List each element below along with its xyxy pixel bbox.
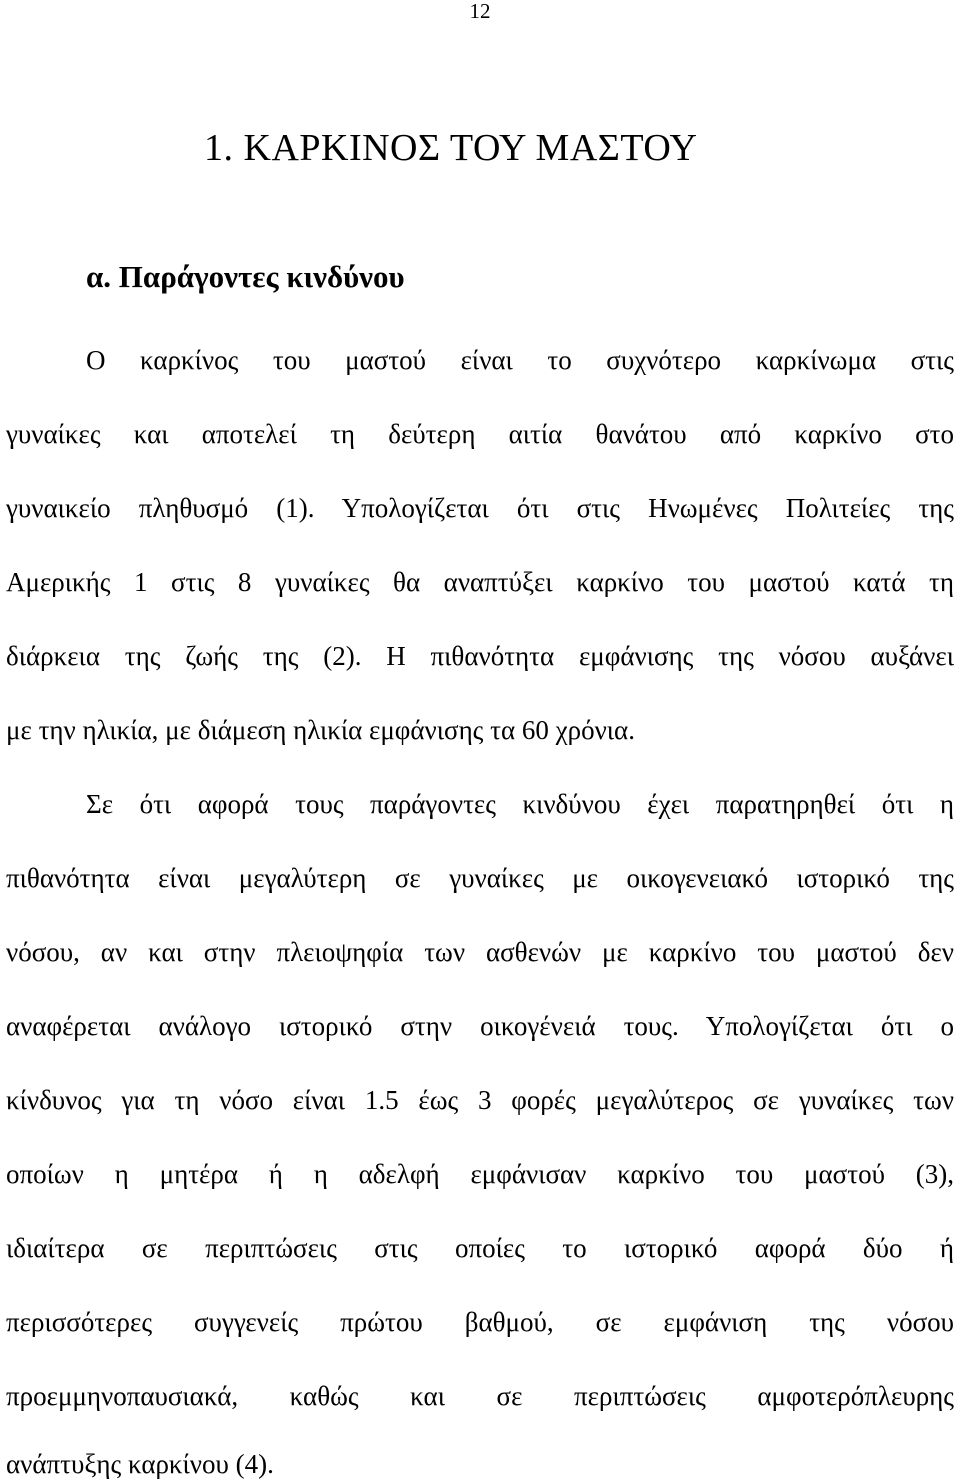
paragraph-line: γυναίκες και αποτελεί τη δεύτερη αιτία θανάτου από καρκίνο στο [6,419,954,449]
paragraph-line: με την ηλικία, με διάμεση ηλικία εμφάνισης τα 60 χρόνια. [6,715,635,745]
paragraph-line: Σε ότι αφορά τους παράγοντες κινδύνου έχει παρατηρηθεί ότι η [86,789,954,819]
paragraph-line: διάρκεια της ζωής της (2). Η πιθανότητα εμφάνισης της νόσου αυξάνει [6,641,954,671]
section-title: α. Παράγοντες κινδύνου [86,259,405,294]
paragraph-line: ανάπτυξης καρκίνου (4). [6,1449,274,1479]
paragraph-line: αναφέρεται ανάλογο ιστορικό στην οικογένειά τους. Υπολογίζεται ότι ο [6,1011,954,1041]
paragraph-line: περισσότερες συγγενείς πρώτου βαθμού, σε εμφάνιση της νόσου [6,1307,954,1337]
chapter-title: 1. ΚΑΡΚΙΝΟΣ ΤΟΥ ΜΑΣΤΟΥ [204,127,698,169]
paragraph-line: κίνδυνος για τη νόσο είναι 1.5 έως 3 φορές μεγαλύτερος σε γυναίκες των [6,1085,954,1115]
paragraph-line: νόσου, αν και στην πλειοψηφία των ασθενών με καρκίνο του μαστού δεν [6,937,954,967]
paragraph-line: Αμερικής 1 στις 8 γυναίκες θα αναπτύξει καρκίνο του μαστού κατά τη [6,567,954,597]
page-number: 12 [469,0,491,23]
paragraph-line: γυναικείο πληθυσμό (1). Υπολογίζεται ότι στις Ηνωμένες Πολιτείες της [6,493,954,523]
paragraph-line: οποίων η μητέρα ή η αδελφή εμφάνισαν καρκίνο του μαστού (3), [6,1159,954,1189]
paragraph-line: προεμμηνοπαυσιακά, καθώς και σε περιπτώσεις αμφοτερόπλευρης [6,1381,954,1411]
paragraph-line: ιδιαίτερα σε περιπτώσεις στις οποίες το ιστορικό αφορά δύο ή [6,1233,954,1263]
paragraph-line: πιθανότητα είναι μεγαλύτερη σε γυναίκες με οικογενειακό ιστορικό της [6,863,954,893]
paragraph-line: Ο καρκίνος του μαστού είναι το συχνότερο καρκίνωμα στις [86,345,954,375]
